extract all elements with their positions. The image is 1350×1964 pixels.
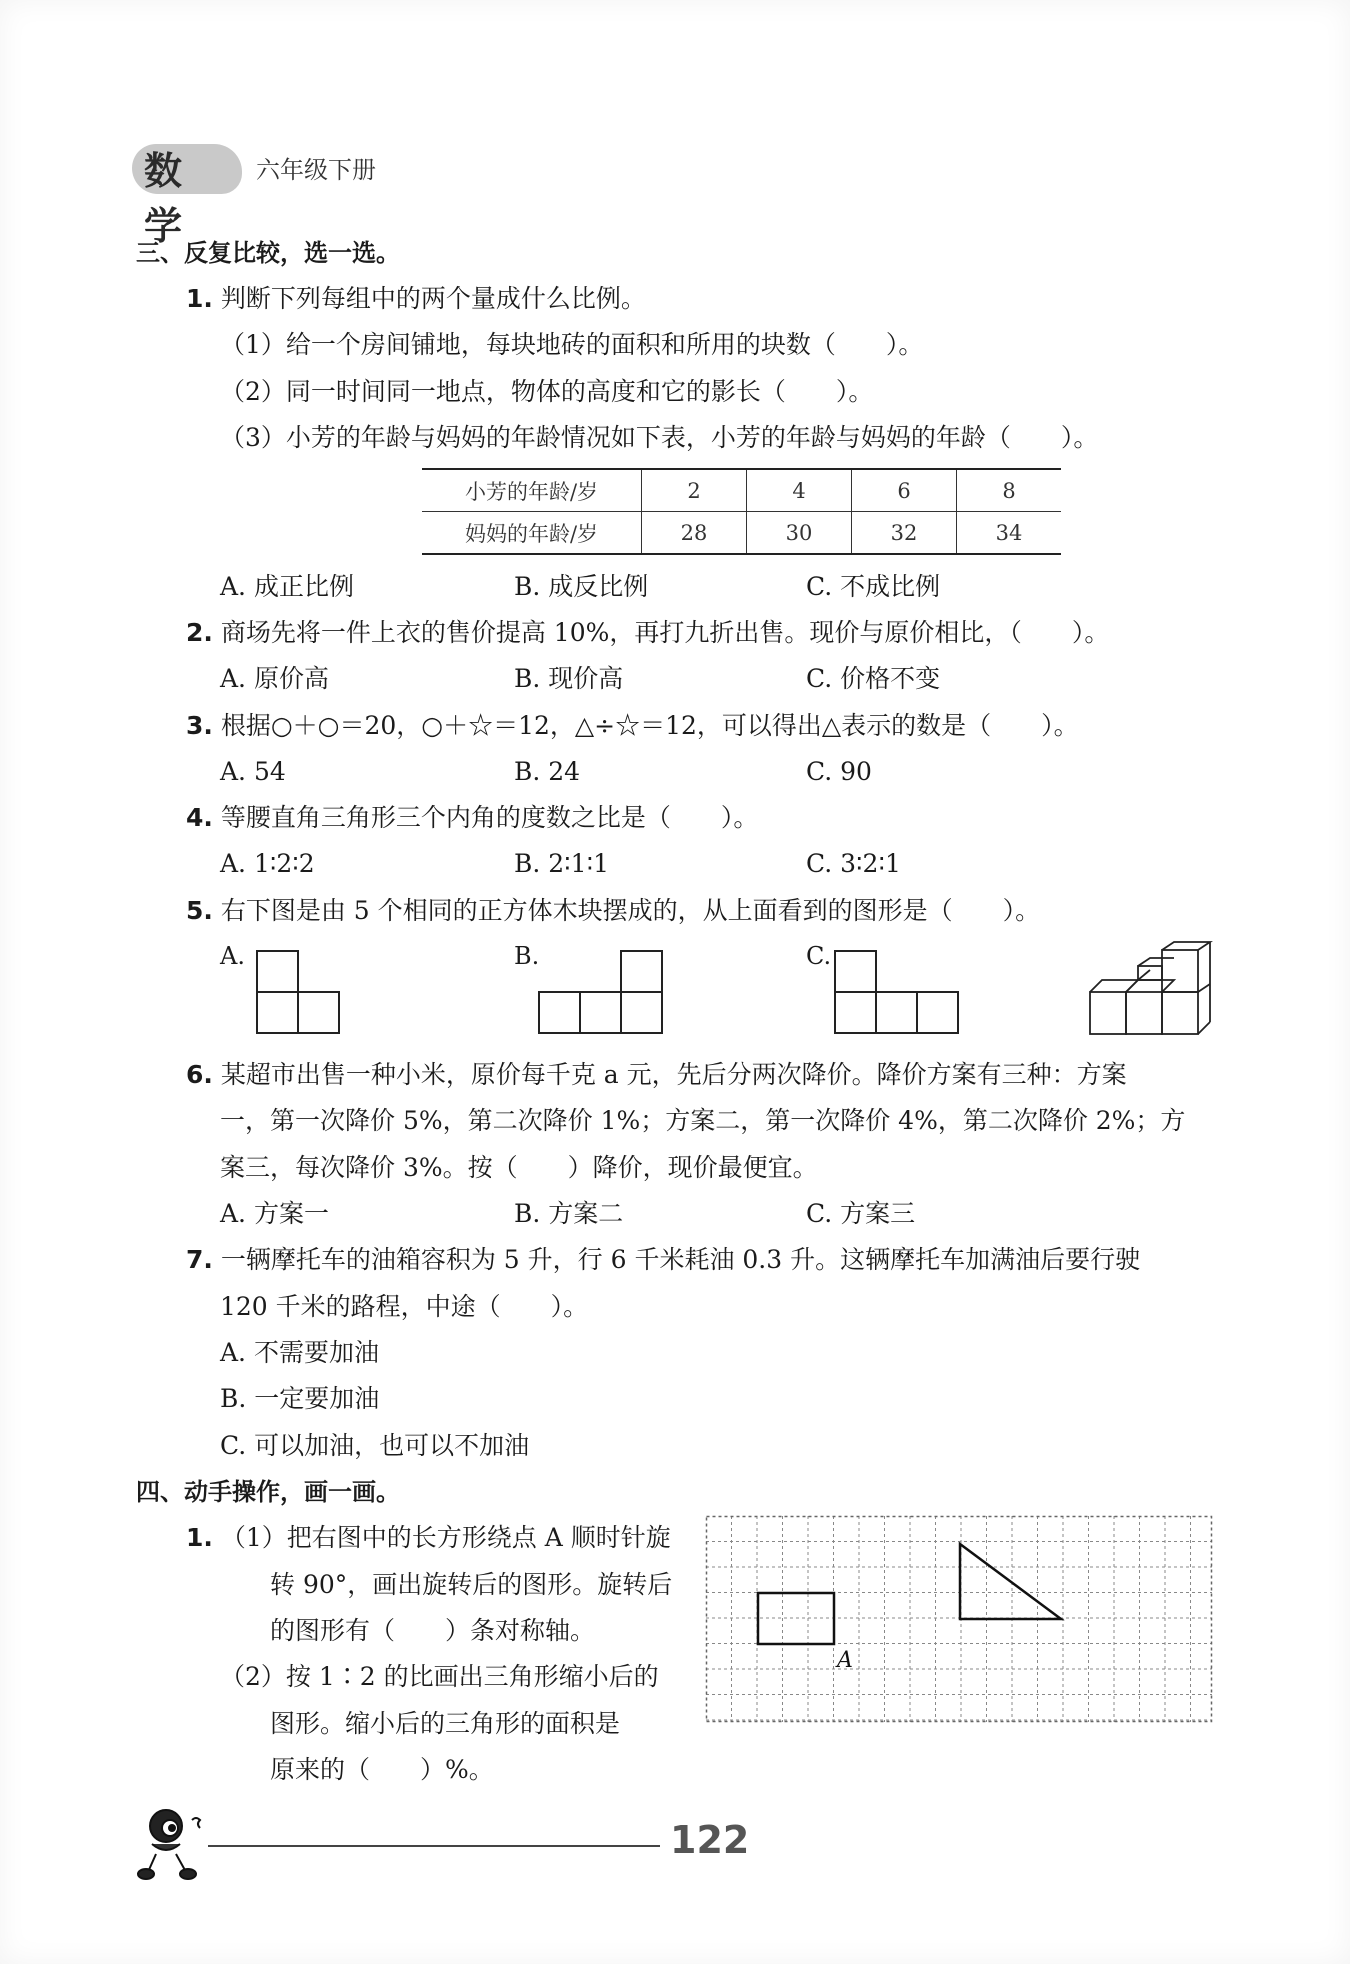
row-label: 小芳的年龄/岁 xyxy=(422,469,642,512)
grade-subtitle: 六年级下册 xyxy=(256,156,376,184)
question-6-line-2: 一，第一次降价 5%，第二次降价 1%；方案二，第一次降价 4%，第二次降价 2%；方 xyxy=(220,1106,1186,1135)
q1-sub-3: （3）小芳的年龄与妈妈的年龄情况如下表，小芳的年龄与妈妈的年龄（ ）。 xyxy=(220,423,1099,452)
option-b: B. 方案二 xyxy=(514,1199,624,1228)
triangle-shape xyxy=(960,1544,1061,1619)
question-text: 根据○＋○＝20，○＋☆＝12，△÷☆＝12，可以得出△表示的数是（ ）。 xyxy=(220,711,1079,740)
section-3-heading: 三、反复比较，选一选。 xyxy=(136,239,400,267)
s4q1-line-5: 图形。缩小后的三角形的面积是 xyxy=(270,1709,621,1738)
option-c: C. 不成比例 xyxy=(806,572,941,601)
section-4-heading: 四、动手操作，画一画。 xyxy=(136,1478,400,1506)
point-a-label: A xyxy=(837,1648,853,1673)
page-number: 122 xyxy=(670,1818,750,1862)
cube-stack-figure xyxy=(1088,942,1216,1038)
question-text: 右下图是由 5 个相同的正方体木块摆成的，从上面看到的图形是（ ）。 xyxy=(220,896,1041,925)
question-1 xyxy=(186,282,646,316)
option-a: A. 原价高 xyxy=(220,664,329,693)
option-c-figure xyxy=(834,950,960,1034)
question-number: 1. xyxy=(186,284,213,313)
option-a: A. 1∶2∶2 xyxy=(220,849,315,878)
cartoon-mascot-icon xyxy=(126,1800,210,1884)
s4q1-line-2: 转 90°，画出旋转后的图形。旋转后 xyxy=(270,1570,673,1599)
question-3 xyxy=(186,709,1079,743)
option-a: A. 方案一 xyxy=(220,1199,329,1228)
table-row xyxy=(422,469,1061,512)
age-table xyxy=(422,468,1061,555)
table-cell: 2 xyxy=(642,469,747,512)
option-a: A. 不需要加油 xyxy=(220,1338,379,1367)
question-4 xyxy=(186,801,758,835)
question-number: 7. xyxy=(186,1245,213,1274)
question-text: 某超市出售一种小米，原价每千克 a 元，先后分两次降价。降价方案有三种：方案 xyxy=(220,1060,1127,1089)
q1-sub-2: （2）同一时间同一地点，物体的高度和它的影长（ ）。 xyxy=(220,377,874,406)
question-number: 4. xyxy=(186,803,213,832)
table-row xyxy=(422,512,1061,555)
option-a-label: A. xyxy=(220,942,245,970)
subject-title: 数学 xyxy=(144,149,189,248)
s4q1-line-4: （2）按 1∶2 的比画出三角形缩小后的 xyxy=(220,1662,659,1691)
question-text: 商场先将一件上衣的售价提高 10%，再打九折出售。现价与原价相比，（ ）。 xyxy=(220,618,1110,647)
option-b: B. 24 xyxy=(514,757,581,786)
option-b: B. 一定要加油 xyxy=(220,1384,380,1413)
table-cell: 30 xyxy=(747,512,852,555)
question-5 xyxy=(186,894,1040,928)
table-cell: 32 xyxy=(852,512,957,555)
s4q1-line-3: 的图形有（ ）条对称轴。 xyxy=(270,1616,596,1645)
option-b: B. 现价高 xyxy=(514,664,624,693)
question-6-line-3: 案三，每次降价 3%。按（ ）降价，现价最便宜。 xyxy=(220,1153,818,1182)
question-number: 2. xyxy=(186,618,213,647)
option-a-figure xyxy=(256,950,342,1034)
question-7 xyxy=(186,1243,1140,1277)
option-c: C. 90 xyxy=(806,757,872,786)
table-cell: 28 xyxy=(642,512,747,555)
option-c: C. 方案三 xyxy=(806,1199,916,1228)
option-c: C. 3∶2∶1 xyxy=(806,849,901,878)
question-text: （1）把右图中的长方形绕点 A 顺时针旋 xyxy=(220,1523,671,1552)
option-c: C. 可以加油，也可以不加油 xyxy=(220,1431,530,1460)
question-7-line-2: 120 千米的路程，中途（ ）。 xyxy=(220,1292,589,1321)
row-label: 妈妈的年龄/岁 xyxy=(422,512,642,555)
question-text: 等腰直角三角形三个内角的度数之比是（ ）。 xyxy=(220,803,759,832)
table-cell: 8 xyxy=(957,469,1062,512)
option-c-label: C. xyxy=(806,942,832,970)
question-number: 3. xyxy=(186,711,213,740)
footer-rule xyxy=(208,1845,660,1847)
question-number: 1. xyxy=(186,1523,213,1552)
option-b-label: B. xyxy=(514,942,540,970)
question-text: 一辆摩托车的油箱容积为 5 升，行 6 千米耗油 0.3 升。这辆摩托车加满油后要行驶 xyxy=(220,1245,1141,1274)
table-cell: 4 xyxy=(747,469,852,512)
question-2 xyxy=(186,616,1109,650)
table-cell: 34 xyxy=(957,512,1062,555)
s4q1-line-6: 原来的（ ）%。 xyxy=(270,1755,494,1784)
question-6 xyxy=(186,1058,1127,1092)
grid-figure xyxy=(706,1516,1214,1724)
question-number: 5. xyxy=(186,896,213,925)
table-cell: 6 xyxy=(852,469,957,512)
question-number: 6. xyxy=(186,1060,213,1089)
option-b-figure xyxy=(538,950,664,1034)
q1-sub-1: （1）给一个房间铺地，每块地砖的面积和所用的块数（ ）。 xyxy=(220,330,924,359)
option-b: B. 成反比例 xyxy=(514,572,649,601)
option-b: B. 2∶1∶1 xyxy=(514,849,609,878)
option-a: A. 成正比例 xyxy=(220,572,354,601)
question-text: 判断下列每组中的两个量成什么比例。 xyxy=(220,284,646,313)
option-a: A. 54 xyxy=(220,757,286,786)
section-4-question-1 xyxy=(186,1521,671,1555)
option-c: C. 价格不变 xyxy=(806,664,941,693)
